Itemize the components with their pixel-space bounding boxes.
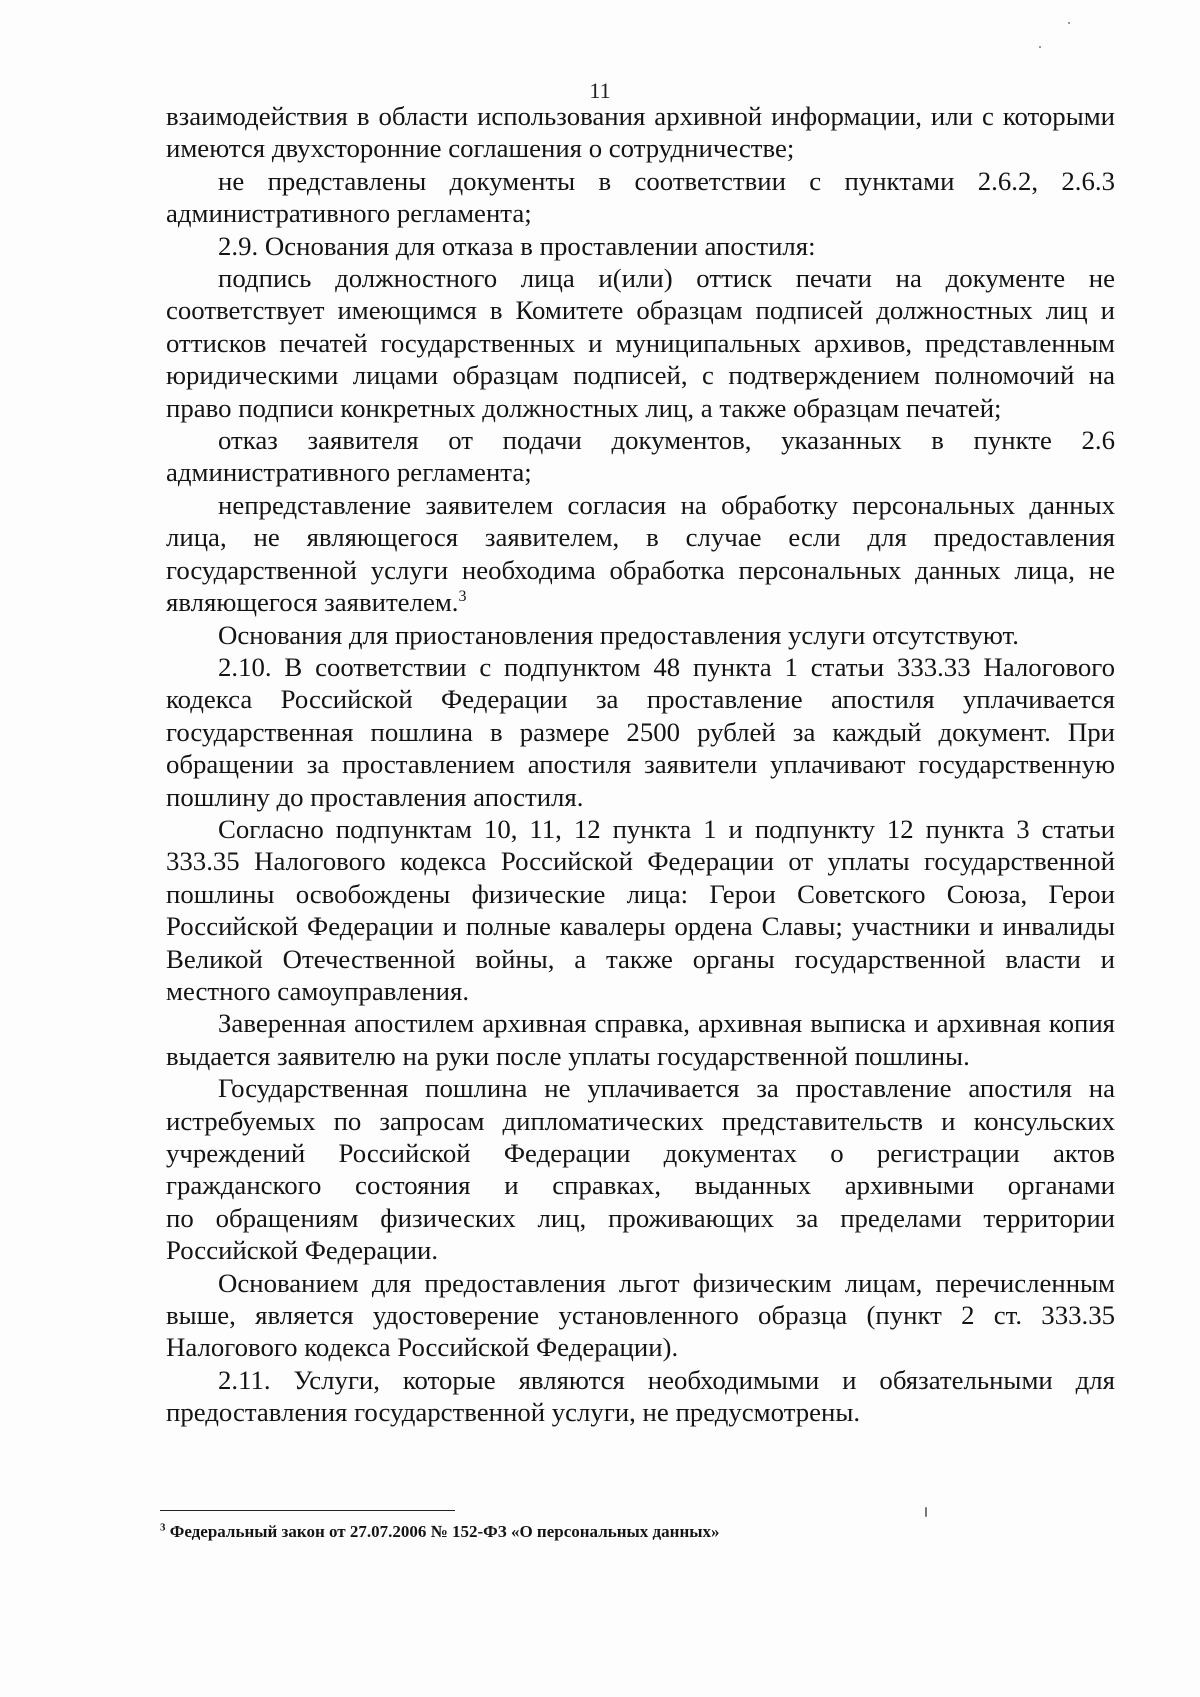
page-number: 11 xyxy=(589,78,611,103)
section-2-9-heading: 2.9. Основания для отказа в проставлении апостиля: xyxy=(218,230,816,261)
paragraph-benefit-basis: Основанием для предоставления льгот физическим лицам, перечисленным выше, является удостоверение установленного образца (пункт 2 ст. 333.35 Налогового кодекса Российской Федерации). xyxy=(166,1267,1115,1363)
paragraph-diplomatic-exemption: Государственная пошлина не уплачивается за проставление апостиля на истребуемых по запросам дипломатических представительств и консульских учреждений Российской Федерации документах о регистрации актов гражданского состояния и справках, выданных архивными органами xyxy=(166,1073,1115,1201)
footnote xyxy=(160,1521,1060,1543)
paragraph-no-suspension: Основания для приостановления предоставления услуги отсутствуют. xyxy=(218,619,1019,650)
footnote-divider xyxy=(160,1510,455,1511)
paragraph-fee-exemptions: Согласно подпунктам 10, 11, 12 пункта 1 и подпункту 12 пункта 3 статьи 333.35 Налогового кодекса Российской Федерации от уплаты государственной пошлины освобождены физические лица: Герои Советского Союза, Герои Российской Федерации и полные кавалеры ордена Славы; участники и инвалиды Великой Отечественной войны, а также органы государственной власти и местного самоуправления. xyxy=(166,813,1115,1006)
paragraph-personal-data-consent xyxy=(166,489,1115,619)
paragraph-continuation: взаимодействия в области использования архивной информации, или с которыми имеются двухсторонние соглашения о сотрудничестве; xyxy=(166,101,1115,164)
paragraph-diplomatic-exemption-cont: по обращениям физических лиц, проживающих за пределами территории Российской Федерации. xyxy=(166,1202,1115,1266)
scan-speck xyxy=(1068,22,1070,24)
section-2-10-fee: 2.10. В соответствии с подпунктом 48 пункта 1 статьи 333.33 Налогового кодекса Российской Федерации за проставление апостиля уплачивается государственная пошлина в размере 2500 рублей за каждый документ. При обращении за проставлением апостиля заявители уплачивают государственную пошлину до проставления апостиля. xyxy=(166,651,1115,812)
paragraph-personal-data-text: непредставление заявителем согласия на обработку персональных данных лица, не являющегося заявителем, в случае если для предоставления государственной услуги необходима обработка персональных данных лица, не являющегося заявителем. xyxy=(166,489,1115,618)
section-2-11-services: 2.11. Услуги, которые являются необходимыми и обязательными для предоставления государственной услуги, не предусмотрены. xyxy=(166,1364,1115,1428)
scan-speck xyxy=(925,1507,927,1517)
paragraph-signature-mismatch: подпись должностного лица и(или) оттиск печати на документе не соответствует имеющимся в Комитете образцам подписей должностных лиц и оттисков печатей государственных и муниципальных архивов, представленным юридическими лицами образцам подписей, с подтверждением полномочий на право подписи конкретных должностных лиц, а также образцам печатей; xyxy=(166,263,1115,423)
footnote-mark: 3 xyxy=(160,1521,166,1534)
paragraph-applicant-refusal: отказ заявителя от подачи документов, указанных в пункте 2.6 административного регламента; xyxy=(166,425,1115,488)
footnote-reference: 3 xyxy=(458,588,467,606)
footnote-text: Федеральный закон от 27.07.2006 № 152-ФЗ «О персональных данных» xyxy=(169,1522,720,1541)
scan-speck xyxy=(1039,46,1041,48)
paragraph-documents-not-provided: не представлены документы в соответствии с пунктами 2.6.2, 2.6.3 административного регламента; xyxy=(166,165,1115,229)
paragraph-issuance: Заверенная апостилем архивная справка, архивная выписка и архивная копия выдается заявителю на руки после уплаты государственной пошлины. xyxy=(166,1008,1115,1071)
body-text xyxy=(166,100,1115,1429)
